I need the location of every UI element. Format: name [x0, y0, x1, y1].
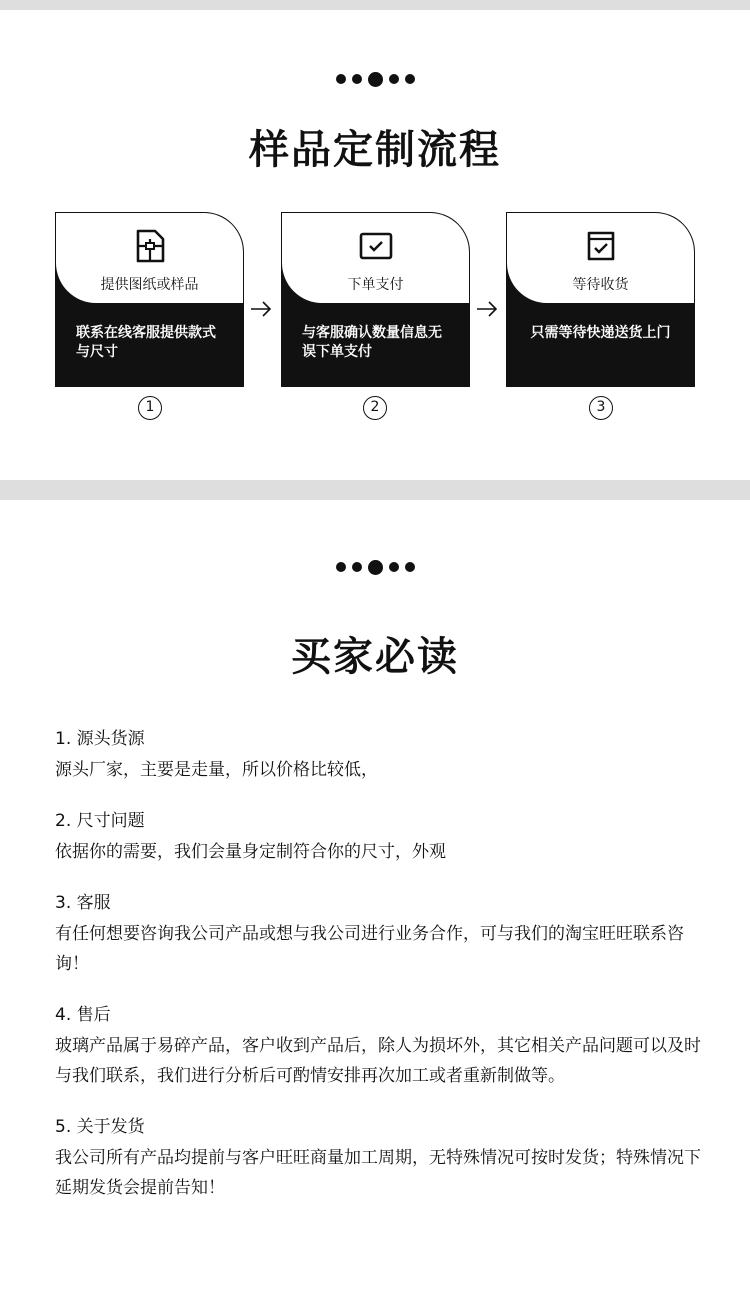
decorative-dots [0, 69, 750, 89]
step-card-3 [506, 212, 695, 387]
dot [352, 74, 362, 84]
step-label: 等待收货 [572, 277, 629, 293]
step-label: 提供图纸或样品 [100, 277, 199, 293]
note-text: 我公司所有产品均提前与客户旺旺商量加工周期，无特殊情况可按时发货；特殊情况下延期发货会提前告知！ [55, 1148, 701, 1198]
step-card-top [56, 213, 243, 303]
dot [389, 562, 399, 572]
dot [336, 74, 346, 84]
note-text: 玻璃产品属于易碎产品，客户收到产品后，除人为损坏外，其它相关产品问题可以及时与我们联系，我们进行分析后可酌情安排再次加工或者重新制做等。 [55, 1036, 701, 1086]
dot [336, 562, 346, 572]
arrow-right-icon [476, 299, 498, 319]
step-card-top [282, 213, 469, 303]
document-icon [133, 229, 167, 263]
step-card-2 [281, 212, 470, 387]
step-number-3: 3 [589, 396, 613, 420]
dot [368, 72, 383, 87]
note-heading: 5. 关于发货 [55, 1117, 145, 1137]
step-card-1 [55, 212, 244, 387]
step-card-top [507, 213, 694, 303]
dot [405, 562, 415, 572]
note-heading: 3. 客服 [55, 893, 111, 913]
note-item [55, 891, 705, 979]
dot [405, 74, 415, 84]
dot [389, 74, 399, 84]
checkmark-box-icon [355, 229, 397, 263]
note-heading: 1. 源头货源 [55, 729, 145, 749]
step-description: 与客服确认数量信息无误下单支付 [302, 325, 442, 360]
note-text: 有任何想要咨询我公司产品或想与我公司进行业务合作，可与我们的淘宝旺旺联系咨询！ [55, 924, 684, 974]
note-text: 依据你的需要，我们会量身定制符合你的尺寸，外观 [55, 842, 446, 862]
note-item [55, 727, 705, 785]
decorative-dots [0, 557, 750, 577]
section-title-buyer-notes: 买家必读 [291, 634, 459, 680]
note-text: 源头厂家，主要是走量，所以价格比较低， [55, 760, 378, 780]
dot [352, 562, 362, 572]
note-heading: 2. 尺寸问题 [55, 811, 145, 831]
section-divider-band [0, 480, 750, 500]
section-title-sample-process: 样品定制流程 [249, 127, 501, 173]
step-number-2: 2 [363, 396, 387, 420]
arrow-right-icon [250, 299, 272, 319]
note-item [55, 809, 705, 867]
top-divider-band [0, 0, 750, 10]
buyer-notes-list [55, 727, 705, 1227]
step-description: 联系在线客服提供款式与尺寸 [76, 325, 216, 360]
note-item [55, 1115, 705, 1203]
dot [368, 560, 383, 575]
step-label: 下单支付 [347, 277, 404, 293]
note-item [55, 1003, 705, 1091]
package-icon [584, 229, 618, 263]
step-description: 只需等待快递送货上门 [530, 325, 671, 341]
step-number-1: 1 [138, 396, 162, 420]
note-heading: 4. 售后 [55, 1005, 111, 1025]
